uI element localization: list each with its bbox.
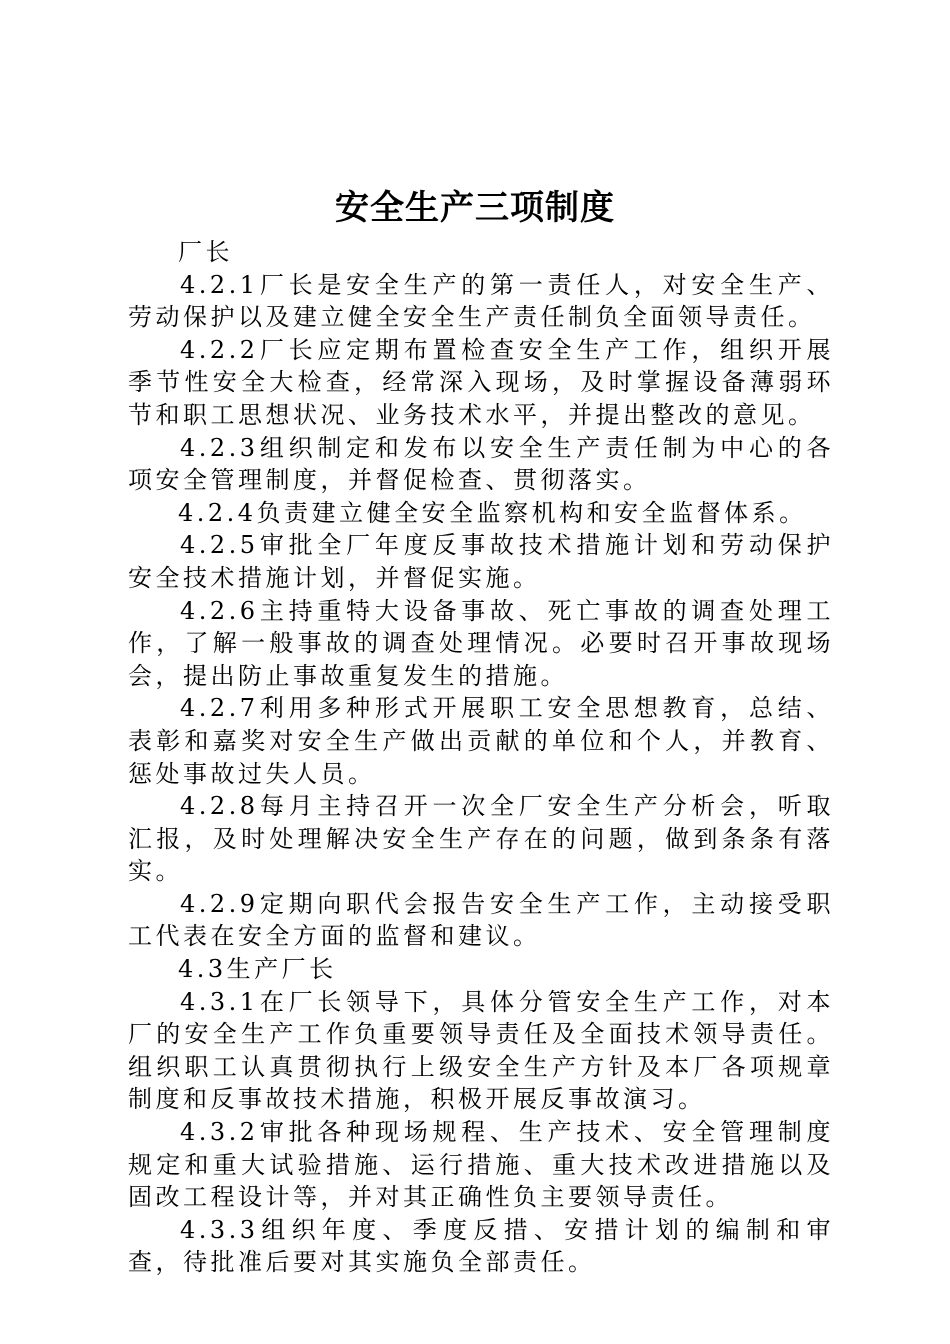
paragraph-4-2-9: 4.2.9定期向职代会报告安全生产工作，主动接受职工代表在安全方面的监督和建议。 <box>128 889 834 951</box>
paragraph-heading-production-director: 4.3生产厂长 <box>178 955 337 984</box>
paragraph-4-2-7: 4.2.7利用多种形式开展职工安全思想教育，总结、表彰和嘉奖对安全生产做出贡献的单位和个人，并教育、惩处事故过失人员。 <box>128 694 834 788</box>
paragraph-4-2-8: 4.2.8每月主持召开一次全厂安全生产分析会，听取汇报，及时处理解决安全生产存在的问题，做到条条有落实。 <box>128 792 834 886</box>
paragraph-4-3-2: 4.3.2审批各种现场规程、生产技术、安全管理制度规定和重大试验措施、运行措施、重大技术改进措施以及固改工程设计等，并对其正确性负主要领导责任。 <box>128 1118 834 1212</box>
paragraph-4-2-4: 4.2.4负责建立健全安全监察机构和安全监督体系。 <box>178 498 807 527</box>
paragraph-4-2-3: 4.2.3组织制定和发布以安全生产责任制为中心的各项安全管理制度，并督促检查、贯彻落实。 <box>128 433 834 495</box>
document-title: 安全生产三项制度 <box>335 188 615 228</box>
paragraph-4-2-5: 4.2.5审批全厂年度反事故技术措施计划和劳动保护安全技术措施计划，并督促实施。 <box>128 531 834 592</box>
document-body <box>128 236 834 1279</box>
paragraph-4-2-1: 4.2.1厂长是安全生产的第一责任人，对安全生产、劳动保护以及建立健全安全生产责任制负全面领导责任。 <box>128 270 834 332</box>
paragraph-4-2-6: 4.2.6主持重特大设备事故、死亡事故的调查处理工作，了解一般事故的调查处理情况。必要时召开事故现场会，提出防止事故重复发生的措施。 <box>128 596 834 690</box>
paragraph-4-3-1: 4.3.1在厂长领导下，具体分管安全生产工作，对本厂的安全生产工作负重要领导责任及全面技术领导责任。组织职工认真贯彻执行上级安全生产方针及本厂各项规章制度和反事故技术措施，积极开展反事故演习。 <box>128 987 834 1114</box>
paragraph-4-2-2: 4.2.2厂长应定期布置检查安全生产工作，组织开展季节性安全大检查，经常深入现场，及时掌握设备薄弱环节和职工思想状况、业务技术水平，并提出整改的意见。 <box>128 335 834 429</box>
paragraph-4-3-3: 4.3.3组织年度、季度反措、安措计划的编制和审查，待批准后要对其实施负全部责任。 <box>128 1215 834 1277</box>
paragraph-heading-factory-director: 厂长 <box>178 238 233 266</box>
